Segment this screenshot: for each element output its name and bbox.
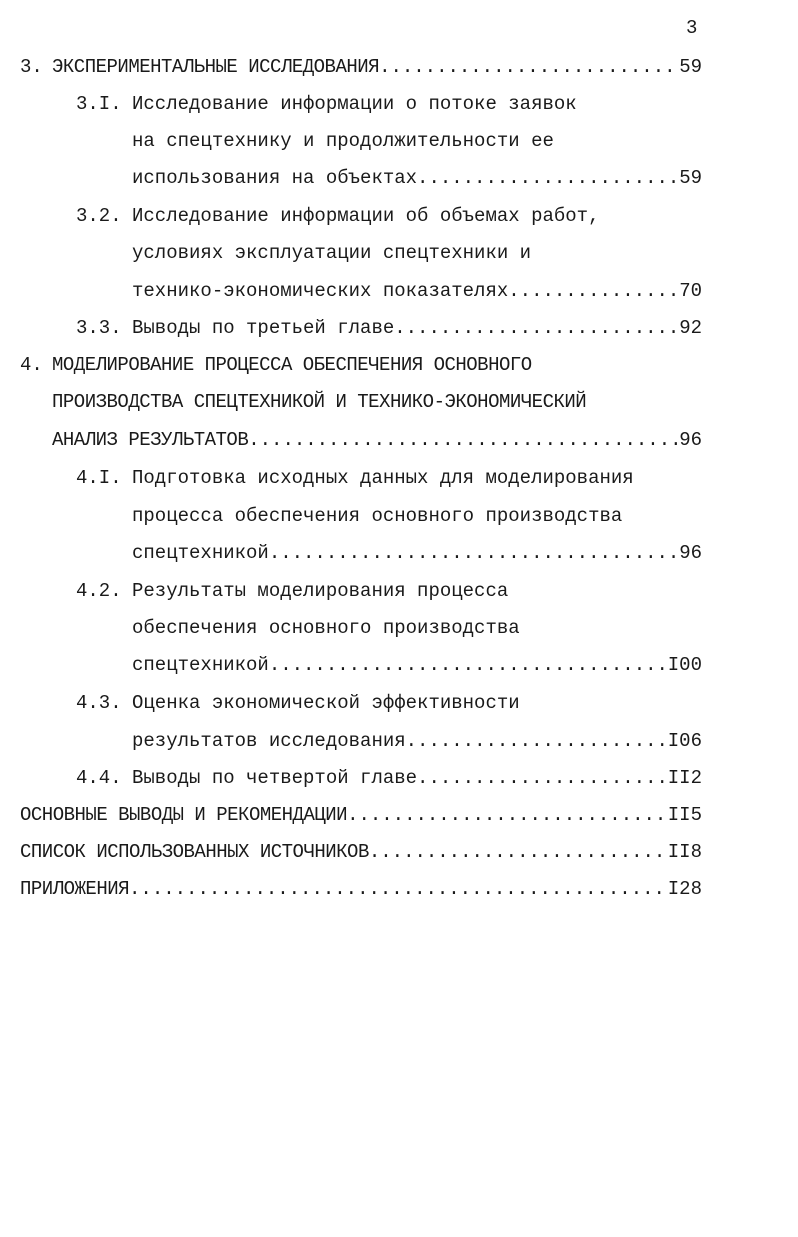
entry-title: Результаты моделирования процесса [132,580,509,602]
entry-page: 96 [679,542,702,564]
toc-entry-4-4 [76,765,702,791]
entry-title: ПРОИЗВОДСТВА СПЕЦТЕХНИКОЙ И ТЕХНИКО-ЭКОНОМИЧЕСКИЙ [52,391,587,413]
toc-entry-3-1-line1 [76,91,702,117]
entry-page: 96 [679,429,702,451]
entry-page: II2 [667,767,702,789]
entry-page: II5 [667,804,702,826]
entry-page: 92 [679,317,702,339]
entry-page: I06 [667,730,702,752]
entry-title: Оценка экономической эффективности [132,692,520,714]
leader-dots [369,839,668,865]
entry-title: ОСНОВНЫЕ ВЫВОДЫ И РЕКОМЕНДАЦИИ [20,804,348,826]
page-number: 3 [686,17,698,39]
entry-title: Подготовка исходных данных для моделирования [132,467,634,489]
toc-entry-4-line2 [52,389,702,415]
entry-number: 4.4. [76,767,122,789]
entry-title: спецтехникой [132,654,269,676]
entry-title: Исследование информации о потоке заявок [132,93,577,115]
entry-number: 4.I. [76,467,122,489]
toc-entry-3-2-line3 [132,278,702,304]
toc-entry-3 [20,54,702,80]
toc-entry-4-3-line1 [76,690,702,716]
toc-entry-3-1-line3 [132,165,702,191]
entry-number: 3.2. [76,205,122,227]
entry-title: спецтехникой [132,542,269,564]
leader-dots [248,427,679,453]
leader-dots [417,165,679,191]
entry-title: на спецтехнику и продолжительности ее [132,130,554,152]
toc-entry-4-1-line1 [76,465,702,491]
leader-dots [417,765,668,791]
entry-title: СПИСОК ИСПОЛЬЗОВАННЫХ ИСТОЧНИКОВ [20,841,369,863]
entry-page: 59 [679,56,702,78]
toc-entry-4-line1 [20,352,702,378]
toc-entry-references [20,839,702,865]
entry-title: обеспечения основного производства [132,617,520,639]
entry-page: I28 [667,878,702,900]
entry-title: ПРИЛОЖЕНИЯ [20,878,130,900]
leader-dots [379,54,679,80]
leader-dots [508,278,679,304]
toc-entry-appendices [20,876,702,902]
toc-entry-4-2-line3 [132,652,702,678]
toc-entry-4-3-line2 [132,728,702,754]
leader-dots [347,802,668,828]
leader-dots [269,652,668,678]
toc-entry-4-1-line3 [132,540,702,566]
entry-number: 4. [20,354,43,376]
entry-title: процесса обеспечения основного производства [132,505,623,527]
leader-dots [406,728,668,754]
toc-entry-3-1-line2 [132,128,702,154]
entry-number: 4.2. [76,580,122,602]
entry-number: 3.I. [76,93,122,115]
toc-entry-conclusions [20,802,702,828]
toc-entry-4-1-line2 [132,503,702,529]
entry-page: 70 [679,280,702,302]
entry-page: II8 [667,841,702,863]
entry-title: использования на объектах [132,167,418,189]
entry-page: I00 [667,654,702,676]
entry-title: АНАЛИЗ РЕЗУЛЬТАТОВ [52,429,249,451]
toc-entry-3-3 [76,315,702,341]
leader-dots [269,540,679,566]
entry-title: условиях эксплуатации спецтехники и [132,242,532,264]
toc-entry-4-line3 [52,427,702,453]
entry-page: 59 [679,167,702,189]
entry-title: ЭКСПЕРИМЕНТАЛЬНЫЕ ИССЛЕДОВАНИЯ [52,56,380,78]
entry-title: Выводы по третьей главе [132,317,395,339]
toc-entry-4-2-line1 [76,578,702,604]
entry-number: 3. [20,56,43,78]
entry-number: 3.3. [76,317,122,339]
entry-title: Выводы по четвертой главе [132,767,418,789]
entry-number: 4.3. [76,692,122,714]
toc-entry-3-2-line2 [132,240,702,266]
leader-dots [129,876,668,902]
leader-dots [394,315,679,341]
toc-entry-4-2-line2 [132,615,702,641]
entry-title: технико-экономических показателях [132,280,509,302]
entry-title: Исследование информации об объемах работ, [132,205,600,227]
entry-title: результатов исследования [132,730,406,752]
toc-entry-3-2-line1 [76,203,702,229]
entry-title: МОДЕЛИРОВАНИЕ ПРОЦЕССА ОБЕСПЕЧЕНИЯ ОСНОВНОГО [52,354,532,376]
